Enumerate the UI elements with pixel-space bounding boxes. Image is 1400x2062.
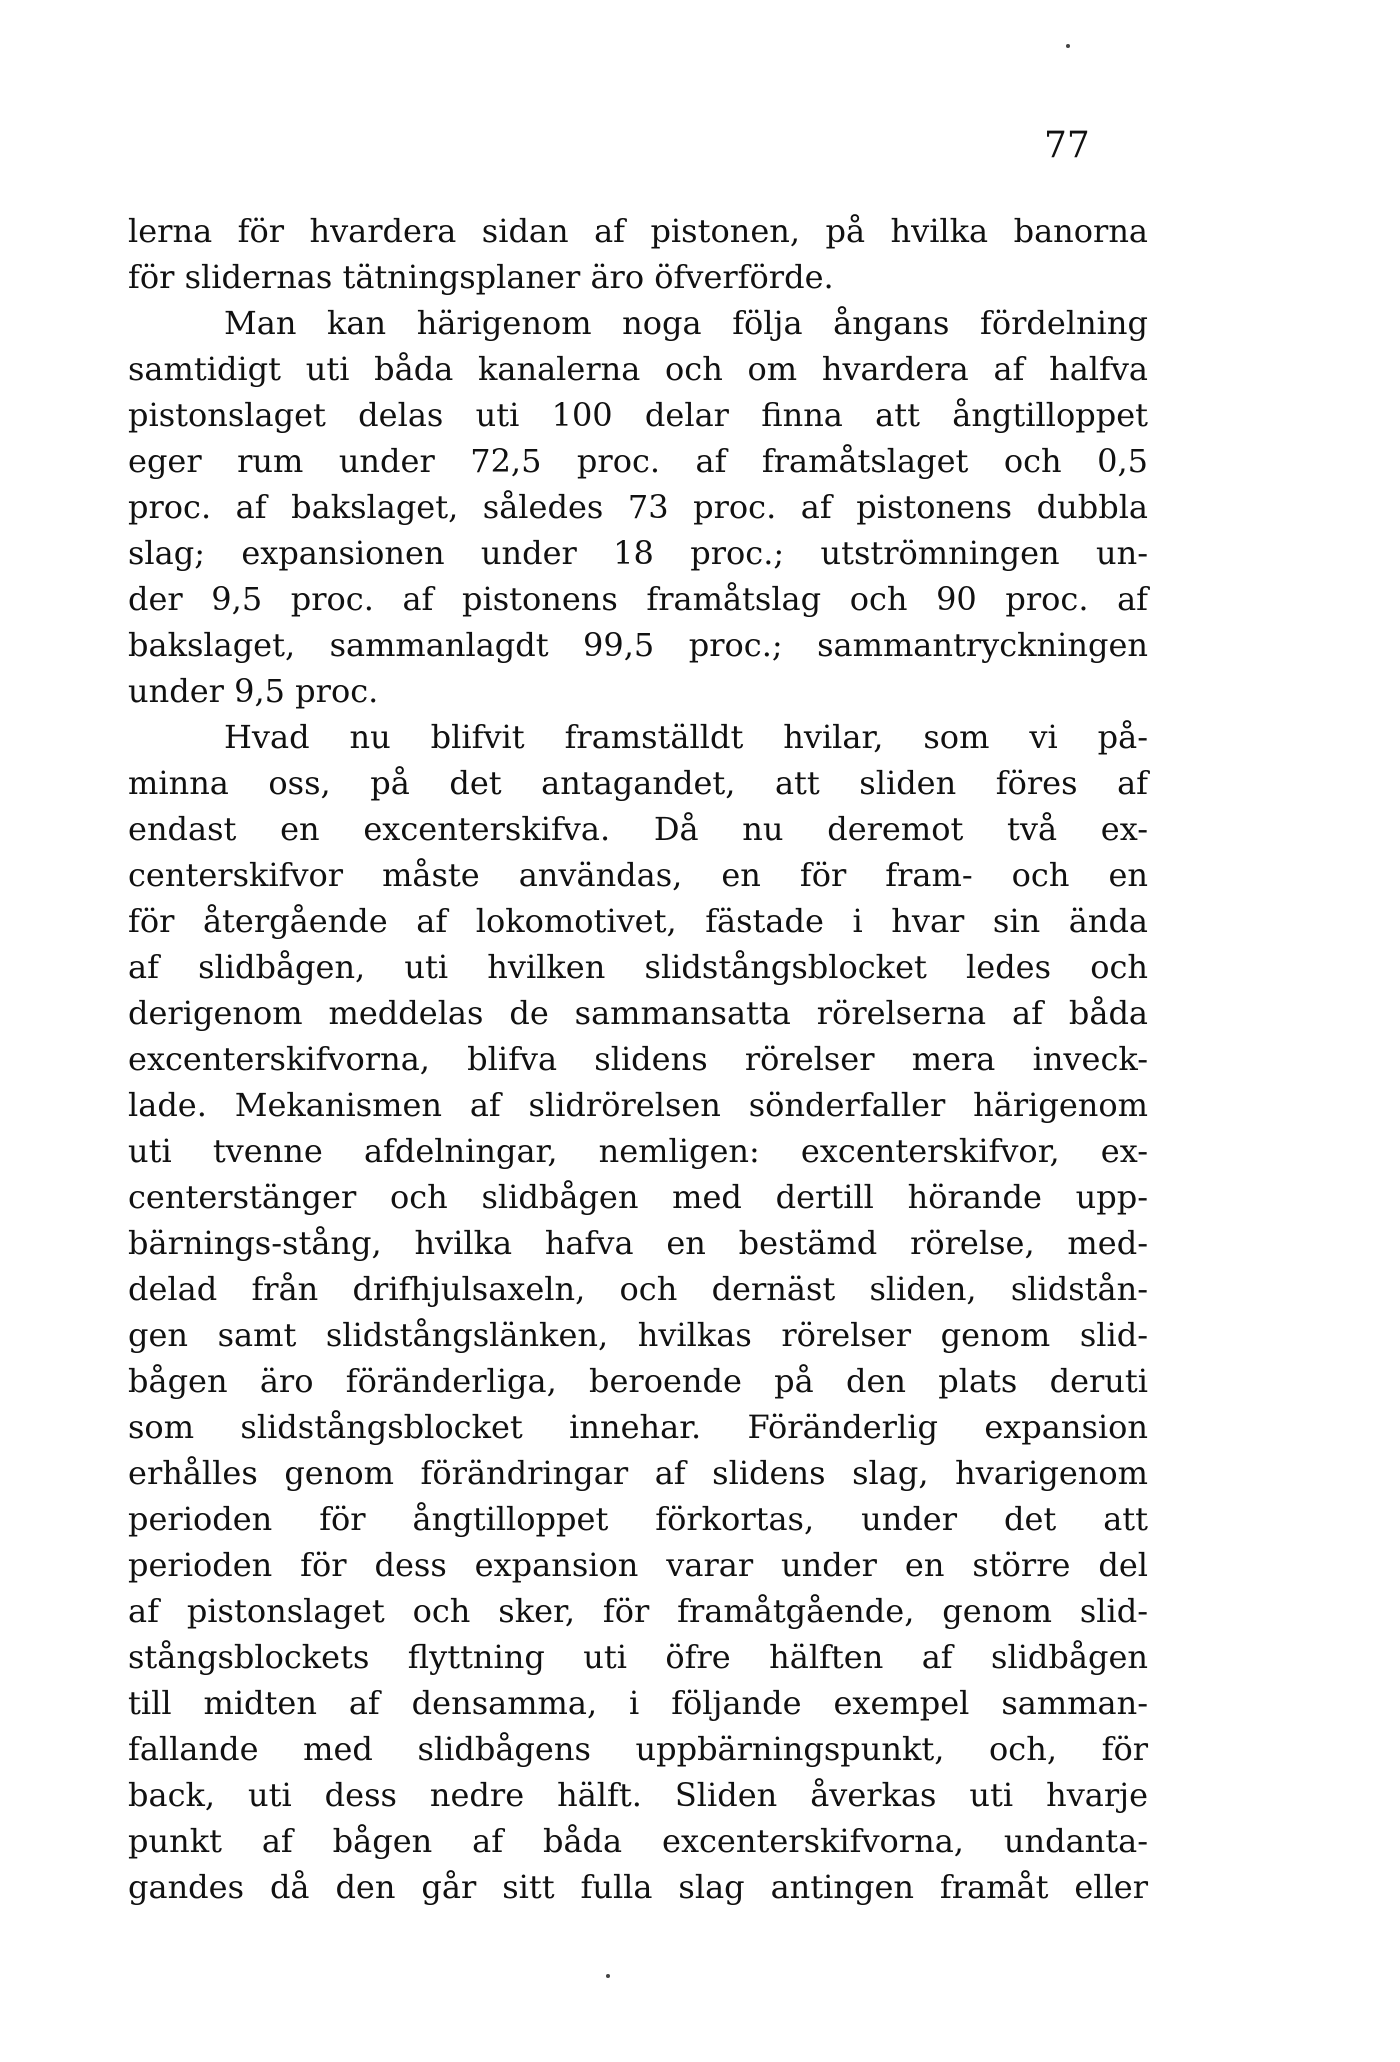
text-line: erhålles genom förändringar af slidens slag, hvarigenom (128, 1454, 1148, 1492)
text-line: endast en excenterskifva. Då nu deremot två ex- (128, 810, 1148, 848)
text-line: der 9,5 proc. af pistonens framåtslag och 90 proc. af (128, 580, 1148, 618)
text-line: excenterskifvorna, blifva slidens rörelser mera inveck- (128, 1040, 1148, 1078)
text-line: slag; expansionen under 18 proc.; utströmningen un- (128, 534, 1148, 572)
text-line: lerna för hvardera sidan af pistonen, på hvilka banorna (128, 212, 1148, 250)
text-line: eger rum under 72,5 proc. af framåtslaget och 0,5 (128, 442, 1148, 480)
text-line: gandes då den går sitt fulla slag antingen framåt eller (128, 1868, 1148, 1906)
text-line: för slidernas tätningsplaner äro öfverförde. (128, 258, 834, 296)
text-line: perioden för ångtilloppet förkortas, under det att (128, 1500, 1148, 1538)
text-line: pistonslaget delas uti 100 delar finna att ångtilloppet (128, 396, 1148, 434)
text-line: samtidigt uti båda kanalerna och om hvardera af halfva (128, 350, 1148, 388)
text-line: bakslaget, sammanlagdt 99,5 proc.; sammantryckningen (128, 626, 1148, 664)
text-line: proc. af bakslaget, således 73 proc. af pistonens dubbla (128, 488, 1148, 526)
text-line: minna oss, på det antagandet, att sliden föres af (128, 764, 1148, 802)
text-line: bågen äro föränderliga, beroende på den plats deruti (128, 1362, 1148, 1400)
print-speck (606, 1974, 610, 1978)
text-line: af pistonslaget och sker, för framåtgående, genom slid- (128, 1592, 1148, 1630)
text-line: Hvad nu blifvit framställdt hvilar, som vi på- (224, 718, 1148, 756)
print-speck (1066, 44, 1070, 48)
text-line: derigenom meddelas de sammansatta rörelserna af båda (128, 994, 1148, 1032)
text-line: af slidbågen, uti hvilken slidstångsblocket ledes och (128, 948, 1148, 986)
body-text (128, 208, 1148, 1910)
page-number: 77 (1044, 125, 1090, 166)
text-line: punkt af bågen af båda excenterskifvorna, undanta- (128, 1822, 1148, 1860)
text-line: uti tvenne afdelningar, nemligen: excenterskifvor, ex- (128, 1132, 1148, 1170)
text-line: fallande med slidbågens uppbärningspunkt, och, för (128, 1730, 1148, 1768)
text-line: centerstänger och slidbågen med dertill hörande upp- (128, 1178, 1148, 1216)
text-line: till midten af densamma, i följande exempel samman- (128, 1684, 1148, 1722)
text-line: stångsblockets flyttning uti öfre hälften af slidbågen (128, 1638, 1148, 1676)
text-line: för återgående af lokomotivet, fästade i hvar sin ända (128, 902, 1148, 940)
text-line: lade. Mekanismen af slidrörelsen sönderfaller härigenom (128, 1086, 1148, 1124)
text-line: som slidstångsblocket innehar. Föränderlig expansion (128, 1408, 1148, 1446)
text-line: back, uti dess nedre hälft. Sliden åverkas uti hvarje (128, 1776, 1148, 1814)
text-line: under 9,5 proc. (128, 672, 379, 710)
text-line: centerskifvor måste användas, en för fram- och en (128, 856, 1148, 894)
text-line: bärnings-stång, hvilka hafva en bestämd rörelse, med- (128, 1224, 1148, 1262)
text-line: delad från drifhjulsaxeln, och dernäst sliden, slidstån- (128, 1270, 1148, 1308)
text-line: perioden för dess expansion varar under en större del (128, 1546, 1148, 1584)
text-line: gen samt slidstångslänken, hvilkas rörelser genom slid- (128, 1316, 1148, 1354)
text-line: Man kan härigenom noga följa ångans fördelning (224, 304, 1148, 342)
